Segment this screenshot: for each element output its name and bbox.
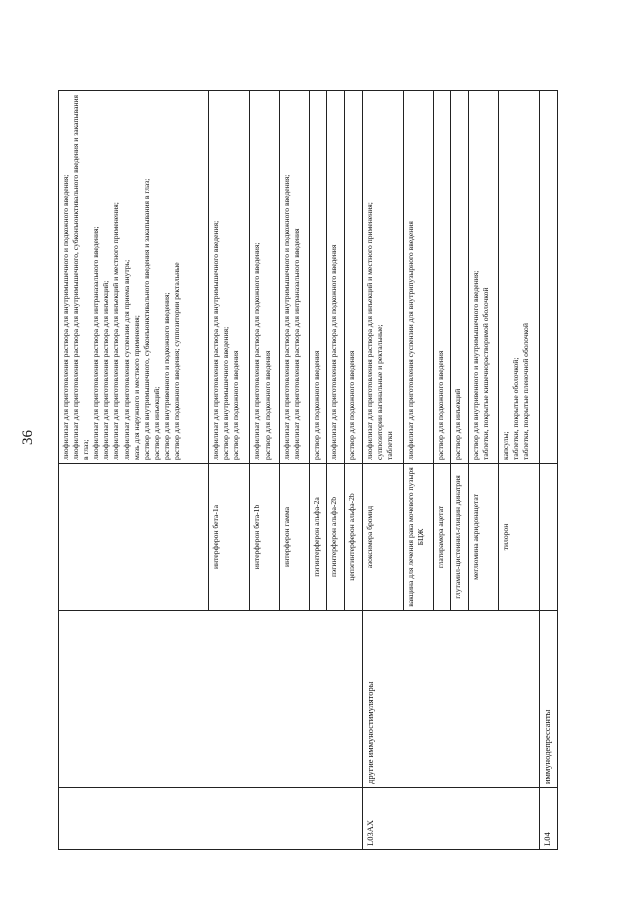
- dosage-form: раствор для внутримышечного введения;: [221, 326, 231, 460]
- dosage-form: лиофилизат для приготовления раствора для инъекций и местного применения;: [111, 202, 121, 460]
- dosage-forms-cell: [280, 91, 310, 464]
- dosage-form: раствор для подкожного введения: [435, 350, 445, 460]
- code-cell-empty: [59, 788, 363, 850]
- dosage-forms-cell: [498, 91, 539, 464]
- dosage-form: лиофилизат для приготовления раствора для внутримышечного и подкожного введения;: [61, 174, 70, 460]
- atc-group-name-cell: другие иммуностимуляторы: [362, 611, 539, 788]
- atc-code-cell: L04: [540, 788, 558, 850]
- dosage-forms-cell: [433, 91, 451, 464]
- dosage-form: лиофилизат для приготовления раствора для подкожного введения: [329, 244, 339, 460]
- dosage-form: лиофилизат для приготовления раствора для интраназального введения: [292, 228, 302, 460]
- dosage-forms-cell-empty: [540, 91, 558, 464]
- drug-name-cell: интерферон бета-1b: [250, 464, 280, 611]
- dosage-form: раствор для внутримышечного, субконъюнктивального введения и закапывания в глаз;: [141, 178, 151, 460]
- dosage-forms-cell: [469, 91, 499, 464]
- dosage-forms-cell: [362, 91, 403, 464]
- dosage-forms-cell: [250, 91, 280, 464]
- atc-group-name-cell: иммунодепрессанты: [540, 611, 558, 788]
- drug-name-cell: глутамил-цистеинил-глицин динатрия: [451, 464, 469, 611]
- drug-name-cell: пэгинтерферон альфа-2b: [327, 464, 345, 611]
- dosage-forms-cell: [309, 91, 327, 464]
- dosage-form: суппозитории вагинальные и ректальные;: [374, 324, 384, 460]
- dosage-forms-cell: [59, 91, 209, 464]
- dosage-form: раствор для подкожного введения; суппозитории ректальные: [172, 262, 182, 460]
- dosage-form: раствор для инъекций;: [151, 386, 161, 460]
- drug-name-cell: меглюмина акридонацетат: [469, 464, 499, 611]
- dosage-forms-cell: [327, 91, 345, 464]
- dosage-form: раствор для внутривенного и подкожного введения;: [161, 292, 171, 460]
- dosage-form: таблетки, покрытые кишечнорастворимой оболочкой: [481, 287, 491, 460]
- drug-name-cell: тилорон: [498, 464, 539, 611]
- dosage-forms-cell: [345, 91, 363, 464]
- dosage-form: капсулы;: [500, 431, 510, 460]
- dosage-forms-cell: [209, 91, 250, 464]
- dosage-form: раствор для подкожного введения: [311, 350, 321, 460]
- page-number: 36: [20, 430, 36, 445]
- dosage-form: раствор для подкожного введения: [347, 350, 357, 460]
- dosage-form: мазь для наружного и местного применения;: [131, 315, 141, 460]
- dosage-form: раствор для инъекций: [453, 388, 463, 460]
- drug-name-cell: вакцина для лечения рака мочевого пузыря БЦЖ: [404, 464, 434, 611]
- dosage-form: лиофилизат для приготовления раствора для инъекций;: [101, 280, 111, 460]
- dosage-form: таблетки, покрытые пленочной оболочкой: [520, 323, 530, 460]
- dosage-form: раствор для подкожного введения: [231, 350, 241, 460]
- drug-name-cell: интерферон бета-1a: [209, 464, 250, 611]
- drug-name-cell: интерферон гамма: [280, 464, 310, 611]
- dosage-form: лиофилизат для приготовления суспензии для внутрипузырного введения: [406, 221, 416, 460]
- drug-name-cell: цепэгинтерферон альфа-2b: [345, 464, 363, 611]
- drug-name-cell: глатирамера ацетат: [433, 464, 451, 611]
- drug-name-cell-empty: [59, 464, 209, 611]
- drug-name-cell-empty: [540, 464, 558, 611]
- drug-name-cell: пэгинтерферон альфа-2а: [309, 464, 327, 611]
- dosage-form: раствор для подкожного введения: [262, 350, 272, 460]
- group-cell-empty: [59, 611, 363, 788]
- dosage-form: лиофилизат для приготовления раствора для внутримышечного введения;: [211, 220, 220, 460]
- dosage-form: лиофилизат для приготовления раствора для внутримышечного, субконъюнктивального введения и закапывания в глаз;: [71, 94, 91, 460]
- dosage-forms-cell: [404, 91, 434, 464]
- dosage-form: лиофилизат для приготовления суспензии для приема внутрь;: [121, 259, 131, 460]
- dosage-form: лиофилизат для приготовления раствора для интраназального введения;: [91, 226, 101, 460]
- drug-name-cell: азоксимера бромид: [362, 464, 403, 611]
- drug-table: [58, 90, 558, 850]
- drug-table-rotated: [58, 90, 558, 850]
- atc-code-cell: L03AX: [362, 788, 539, 850]
- dosage-form: таблетки, покрытые оболочкой;: [510, 357, 520, 460]
- dosage-forms-cell: [451, 91, 469, 464]
- dosage-form: лиофилизат для приготовления раствора для подкожного введения;: [252, 242, 262, 460]
- dosage-form: лиофилизат для приготовления раствора для внутримышечного и подкожного введения;: [282, 174, 291, 460]
- dosage-form: лиофилизат для приготовления раствора для инъекций и местного применения;: [364, 202, 374, 460]
- dosage-form: таблетки: [384, 431, 394, 460]
- dosage-form: раствор для внутривенного и внутримышечного введения;: [471, 270, 481, 460]
